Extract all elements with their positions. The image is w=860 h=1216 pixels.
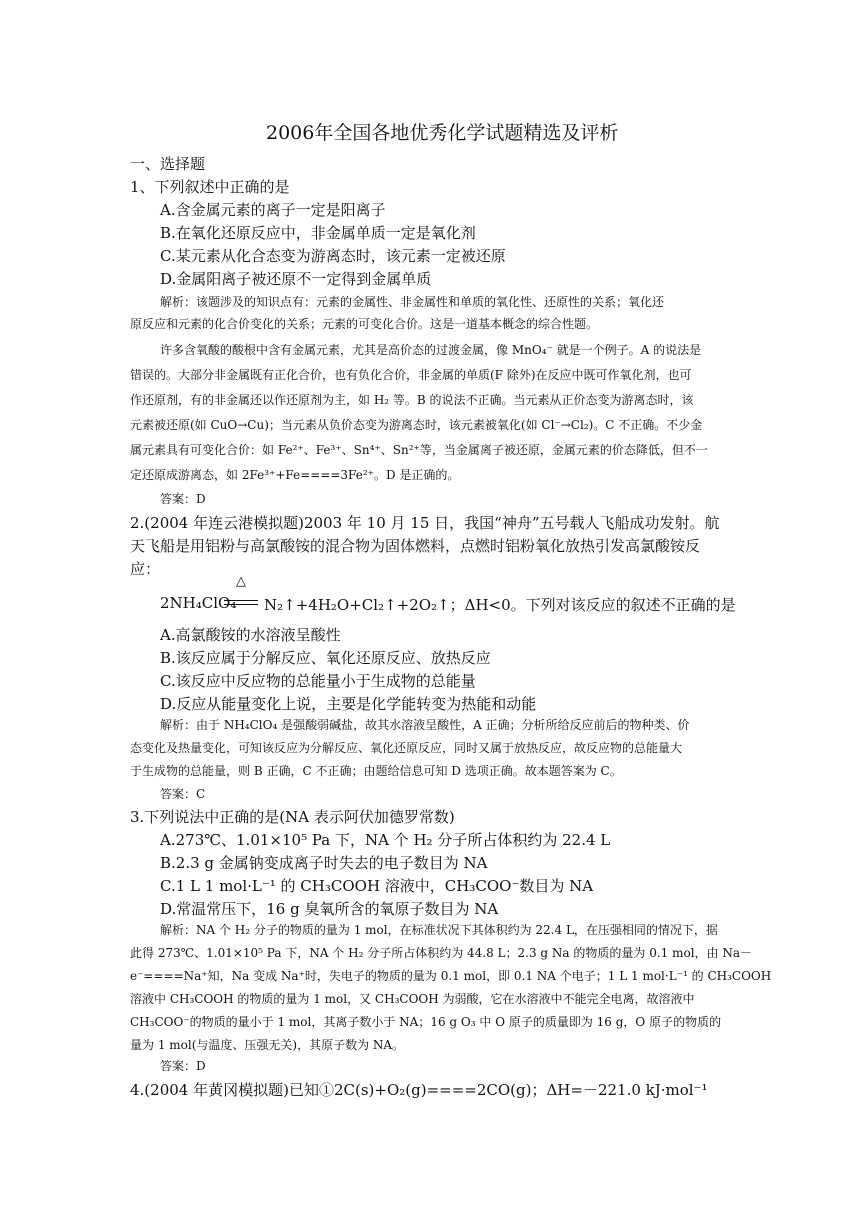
q1-stem: 1、下列叙述中正确的是 xyxy=(130,178,290,196)
q1-analysis-line: 错误的。大部分非金属既有正化合价，也有负化合价，非金属的单质(F 除外)在反应中既可作氧化剂，也可 xyxy=(130,368,692,382)
q1-option-d: D.金属阳离子被还原不一定得到金属单质 xyxy=(160,270,432,288)
q4-stem: 4.(2004 年黄冈模拟题)已知①2C(s)+O₂(g)====2CO(g)；ΔH=－221.0 kJ·mol⁻¹ xyxy=(130,1081,708,1099)
q3-analysis-line: 量为 1 mol(与温度、压强无关)，其原子数为 NA。 xyxy=(130,1038,405,1052)
q1-analysis-line: 属元素具有可变化合价：如 Fe²⁺、Fe³⁺、Sn⁴⁺、Sn²⁺等，当金属离子被还原，金属元素的价态降低，但不一 xyxy=(130,443,708,457)
q2-stem-line: 2.(2004 年连云港模拟题)2003 年 10 月 15 日，我国“神舟”五号载人飞船成功发射。航 xyxy=(130,514,720,532)
reaction-products: N₂↑+4H₂O+Cl₂↑+2O₂↑；ΔH<0。下列对该反应的叙述不正确的是 xyxy=(264,596,736,614)
reaction-reactant: 2NH₄ClO₄ xyxy=(160,594,237,612)
q1-analysis-line: 作还原剂，有的非金属还以作还原剂为主，如 H₂ 等。B 的说法不正确。当元素从正价态变为游离态时，该 xyxy=(130,393,694,407)
q1-answer: 答案：D xyxy=(160,492,206,506)
q3-analysis-line: e⁻====Na⁺知，Na 变成 Na⁺时，失电子的物质的量为 0.1 mol，即 0.1 NA 个电子；1 L 1 mol·L⁻¹ 的 CH₃COOH xyxy=(130,969,772,983)
q3-stem: 3.下列说法中正确的是(NA 表示阿伏加德罗常数) xyxy=(130,808,455,826)
q3-option-c: C.1 L 1 mol·L⁻¹ 的 CH₃COOH 溶液中，CH₃COO⁻数目为 NA xyxy=(160,877,594,895)
q3-analysis-line: 此得 273℃、1.01×10⁵ Pa 下，NA 个 H₂ 分子所占体积约为 44.8 L；2.3 g Na 的物质的量为 0.1 mol，由 Na－ xyxy=(130,946,753,960)
q1-analysis-line: 定还原成游离态，如 2Fe³⁺+Fe====3Fe²⁺。D 是正确的。 xyxy=(130,468,460,482)
q2-option-d: D.反应从能量变化上说，主要是化学能转变为热能和动能 xyxy=(160,695,537,713)
q1-analysis-line: 原反应和元素的化合价变化的关系；元素的可变化合价。这是一道基本概念的综合性题。 xyxy=(130,317,599,331)
q2-stem-line: 应： xyxy=(130,560,161,578)
q3-option-a: A.273℃、1.01×10⁵ Pa 下，NA 个 H₂ 分子所占体积约为 22.4 L xyxy=(160,831,611,849)
q1-option-c: C.某元素从化合态变为游离态时，该元素一定被还原 xyxy=(160,247,506,265)
q3-analysis-line: 解析：NA 个 H₂ 分子的物质的量为 1 mol，在标准状况下其体积约为 22.4 L，在压强相同的情况下，据 xyxy=(160,923,718,937)
q2-option-b: B.该反应属于分解反应、氧化还原反应、放热反应 xyxy=(160,649,491,667)
section-heading: 一、选择题 xyxy=(130,155,206,173)
q3-analysis-line: CH₃COO⁻的物质的量小于 1 mol，其离子数小于 NA；16 g O₃ 中 O 原子的质量即为 16 g，O 原子的物质的 xyxy=(130,1015,722,1029)
q1-analysis-line: 解析：该题涉及的知识点有：元素的金属性、非金属性和单质的氧化性、还原性的关系；氧化还 xyxy=(160,295,665,309)
q1-option-a: A.含金属元素的离子一定是阳离子 xyxy=(160,201,386,219)
q3-option-d: D.常温常压下，16 g 臭氧所含的氧原子数目为 NA xyxy=(160,900,499,918)
reaction-condition-heat: △ xyxy=(236,574,246,589)
q3-analysis-line: 溶液中 CH₃COOH 的物质的量为 1 mol，又 CH₃COOH 为弱酸，它在水溶液中不能完全电离，故溶液中 xyxy=(130,992,695,1006)
q2-option-c: C.该反应中反应物的总能量小于生成物的总能量 xyxy=(160,672,476,690)
q1-analysis-line: 许多含氧酸的酸根中含有金属元素，尤其是高价态的过渡金属，像 MnO₄⁻ 就是一个例子。A 的说法是 xyxy=(160,343,702,357)
q2-option-a: A.高氯酸铵的水溶液呈酸性 xyxy=(160,626,341,644)
q3-answer: 答案：D xyxy=(160,1059,206,1073)
q1-option-b: B.在氧化还原反应中，非金属单质一定是氧化剂 xyxy=(160,224,476,242)
q2-stem-line: 天飞船是用铝粉与高氯酸铵的混合物为固体燃料，点燃时铝粉氧化放热引发高氯酸铵反 xyxy=(130,537,701,555)
q2-answer: 答案：C xyxy=(160,787,206,801)
q2-analysis-line: 解析：由于 NH₄ClO₄ 是强酸弱碱盐，故其水溶液呈酸性，A 正确；分析所给反应前后的物种类、价 xyxy=(160,718,690,732)
q1-analysis-line: 元素被还原(如 CuO→Cu)；当元素从负价态变为游离态时，该元素被氧化(如 Cl⁻→Cl₂)。C 不正确。不少金 xyxy=(130,418,703,432)
q2-analysis-line: 态变化及热量变化，可知该反应为分解反应、氧化还原反应，同时又属于放热反应，故反应物的总能量大 xyxy=(130,741,683,755)
q3-option-b: B.2.3 g 金属钠变成离子时失去的电子数目为 NA xyxy=(160,854,488,872)
q2-analysis-line: 于生成物的总能量，则 B 正确，C 不正确；由题给信息可知 D 选项正确。故本题答案为 C。 xyxy=(130,764,622,778)
document-title: 2006年全国各地优秀化学试题精选及评析 xyxy=(266,122,619,144)
